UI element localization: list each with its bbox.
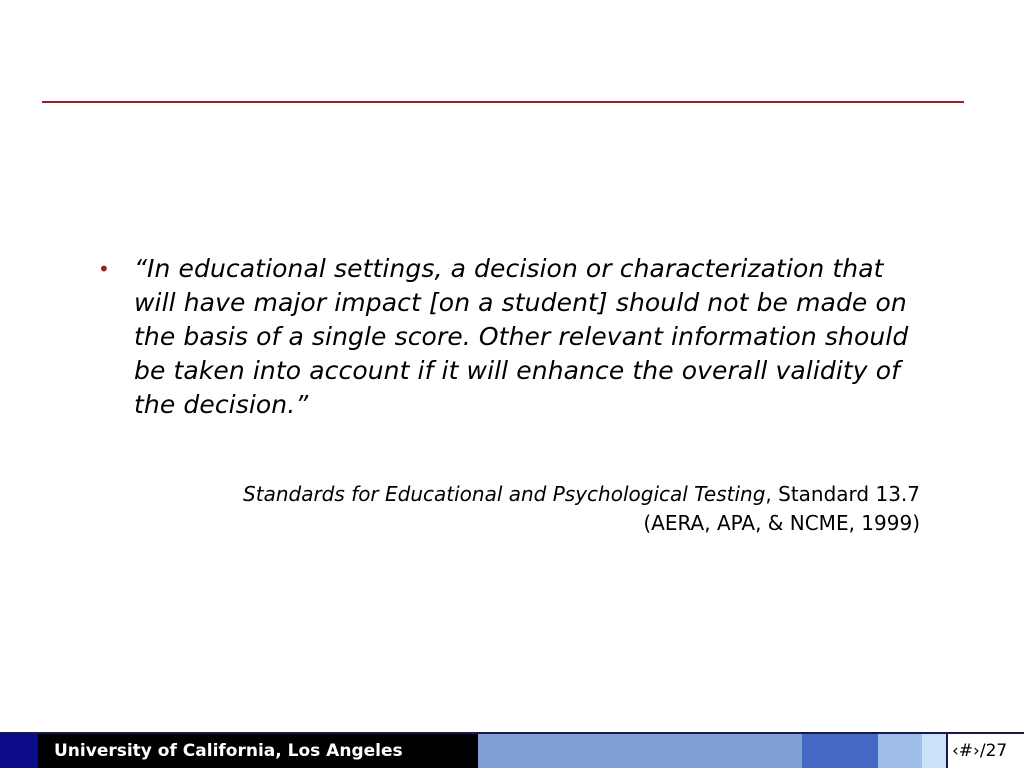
quote-text: “In educational settings, a decision or characterization that will have major impact [on a student] should not be made on the basis of a single score. Other relevant information should be taken into account if it will enhance the overall validity of the decision.”	[134, 254, 909, 419]
bullet-marker: •	[98, 257, 110, 281]
footer-segment-pale-blue	[878, 734, 922, 768]
footer-segment-lightest-blue	[922, 734, 946, 768]
footer-segment-light-blue	[478, 734, 802, 768]
footer-segment-navy	[0, 734, 38, 768]
citation	[120, 480, 920, 538]
page-number: ‹#›/27	[952, 741, 1008, 761]
quote-bullet-item	[98, 252, 928, 422]
footer-segment-medium-blue	[802, 734, 878, 768]
citation-line-1	[120, 480, 920, 509]
title-divider-line	[42, 101, 964, 103]
citation-source-title: Standards for Educational and Psychological Testing	[243, 482, 766, 506]
citation-authors: (AERA, APA, & NCME, 1999)	[643, 511, 920, 535]
citation-standard: , Standard 13.7	[765, 482, 920, 506]
footer-institution-name: University of California, Los Angeles	[54, 741, 403, 761]
footer-bar	[0, 732, 1024, 768]
